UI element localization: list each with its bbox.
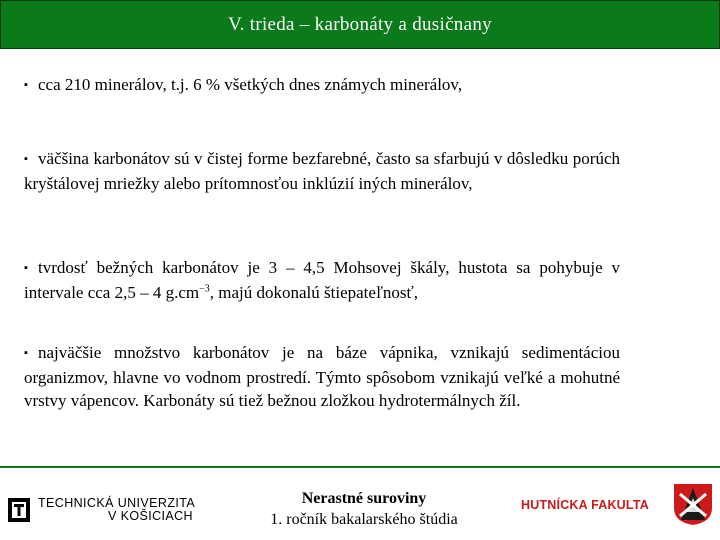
tuke-logo-icon <box>8 498 30 522</box>
paragraph-text: cca 210 minerálov, t.j. 6 % všetkých dnes známych minerálov, <box>38 75 463 94</box>
footer <box>0 468 720 540</box>
course-year: 1. ročník bakalarského štúdia <box>270 511 458 528</box>
title-bar <box>0 0 720 49</box>
paragraph-3 <box>24 256 620 304</box>
paragraph-text: tvrdosť bežných karbonátov je 3 – 4,5 Mohsovej škály, hustota sa pohybuje v intervale cca 2,5 – 4 g.cm <box>24 258 620 302</box>
faculty-name: HUTNÍCKA FAKULTA <box>521 498 649 512</box>
slide-title: V. trieda – karbonáty a dusičnany <box>228 13 492 35</box>
university-line1: TECHNICKÁ UNIVERZITA <box>38 496 196 510</box>
bullet-icon: ▪ <box>24 79 28 91</box>
paragraph-text-after: , majú dokonalú štiepateľnosť, <box>209 282 418 302</box>
course-name: Nerastné suroviny <box>301 490 427 507</box>
course-info <box>240 488 488 530</box>
hf-shield-icon <box>672 482 714 526</box>
paragraph-2 <box>24 147 620 195</box>
paragraph-text: väčšina karbonátov sú v čistej forme bezfarebné, často sa sfarbujú v dôsledku porúch kryštálovej mriežky alebo prítomnosťou inklúzií iných minerálov, <box>24 149 620 193</box>
superscript: −3 <box>199 282 210 294</box>
bullet-icon: ▪ <box>24 153 28 165</box>
paragraph-1 <box>24 73 620 98</box>
paragraph-4 <box>24 341 620 413</box>
paragraph-text: najväčšie množstvo karbonátov je na báze vápnika, vznikajú sedimentáciou organizmov, hlavne vo vodnom prostredí. Týmto spôsobom vznikajú veľké a mohutné vrstvy vápencov. Karbonáty sú tiež bežnou zložkou hydrotermálnych žíl. <box>24 343 620 410</box>
bullet-icon: ▪ <box>24 347 28 359</box>
university-name <box>38 497 195 522</box>
bullet-icon: ▪ <box>24 262 28 274</box>
university-line2: V KOŠICIACH <box>108 508 193 523</box>
